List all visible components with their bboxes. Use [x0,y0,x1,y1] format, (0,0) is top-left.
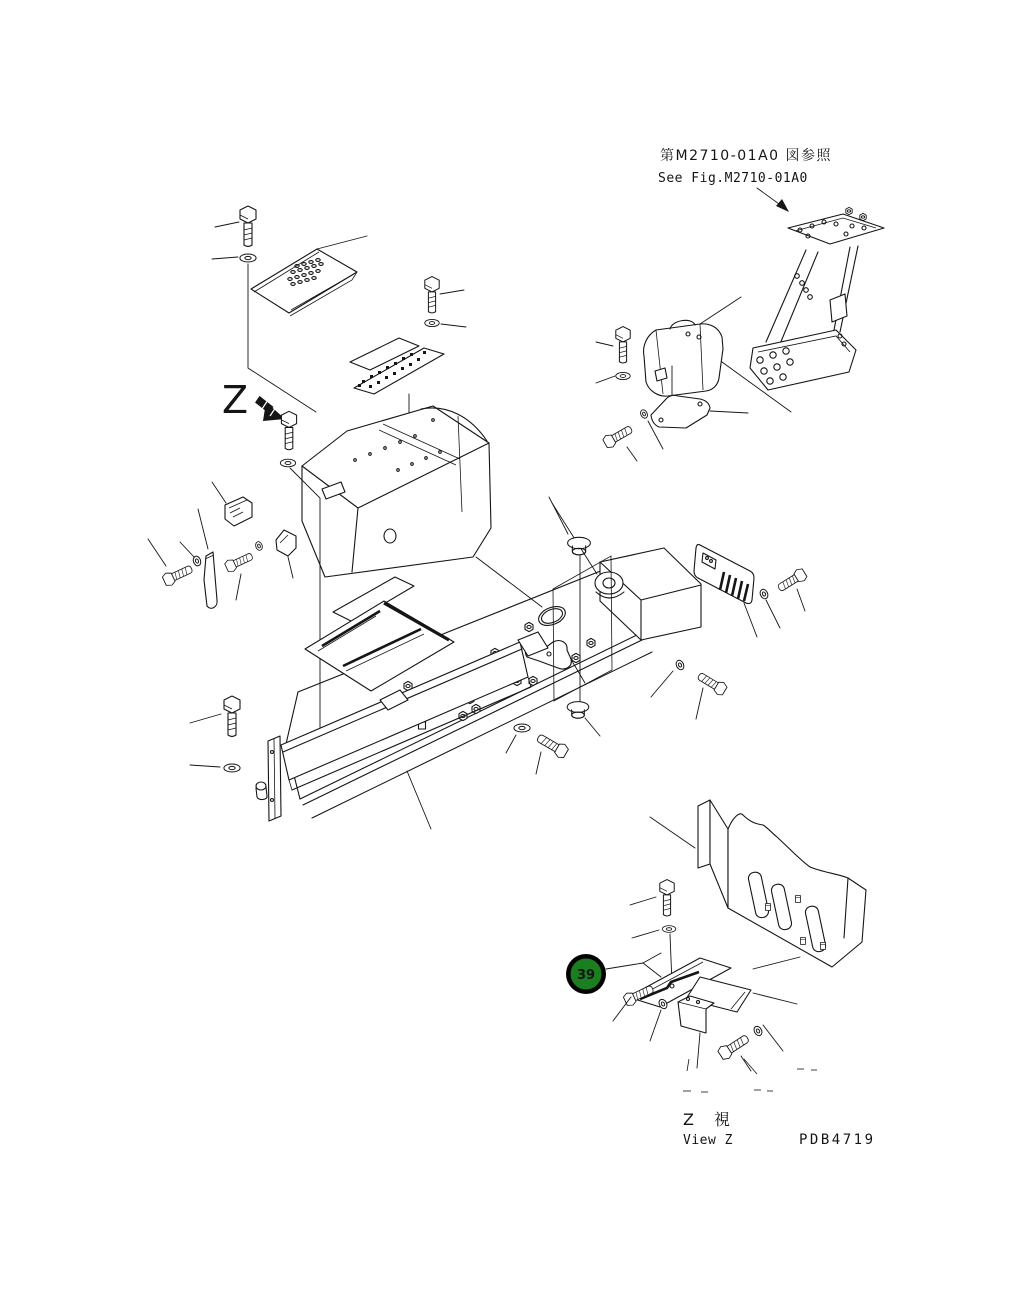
bolt-icon [616,327,630,363]
bolt-icon [240,206,256,247]
frame-bottom-bolt-drawing [506,724,570,774]
header-note [658,148,832,212]
bolt-icon [281,411,296,449]
grommet-top-drawing [549,497,590,555]
bolt-icon [660,880,674,916]
clamp [276,530,296,556]
bolt-icon [602,423,635,450]
clamp-parts-drawing [148,509,296,608]
hook-bracket [204,552,217,608]
view-z-remnant-lines [683,1059,817,1092]
doc-code: PDB4719 [799,1132,876,1148]
pedestal-assembly-drawing [750,207,884,390]
vent-panel-drawing [694,544,808,637]
view-label-en: View Z [683,1133,733,1148]
washer-icon [675,659,686,671]
grommet-bottom-drawing [567,702,600,736]
washer-icon [514,724,530,732]
washer-icon [240,254,256,262]
view-direction-arrow-icon [254,394,285,421]
washer-icon [752,1025,763,1037]
washer-icon [224,764,240,772]
view-label-jp: Z 視 [683,1110,732,1129]
bolt-icon [717,1032,752,1062]
connector-block-drawing [212,482,252,526]
see-fig-note-jp: 第M2710-01A0 図参照 [660,148,833,164]
washer-icon [639,409,649,420]
footer-labels [683,1110,876,1148]
washer-icon [254,541,263,551]
washer-icon [662,926,676,933]
slide-rail-plate-drawing [305,577,454,691]
bolt-icon [224,696,240,737]
balloon-number: 39 [576,968,596,983]
see-fig-arrow [757,188,789,212]
bolt-icon [224,550,255,573]
view-z-marker [222,378,285,422]
frame-side-bolt-drawing [651,659,728,719]
washer-icon [280,459,295,467]
bolt-icon [776,567,809,594]
view-arrow-label: Z [222,378,249,422]
washer-icon [425,319,439,326]
washer-icon [759,588,770,600]
rear-cover-drawing [650,800,866,967]
washer-icon [616,372,630,379]
bolt-icon [696,670,729,697]
bolt-icon [425,277,439,313]
see-fig-note-en: See Fig.M2710-01A0 [658,171,808,186]
